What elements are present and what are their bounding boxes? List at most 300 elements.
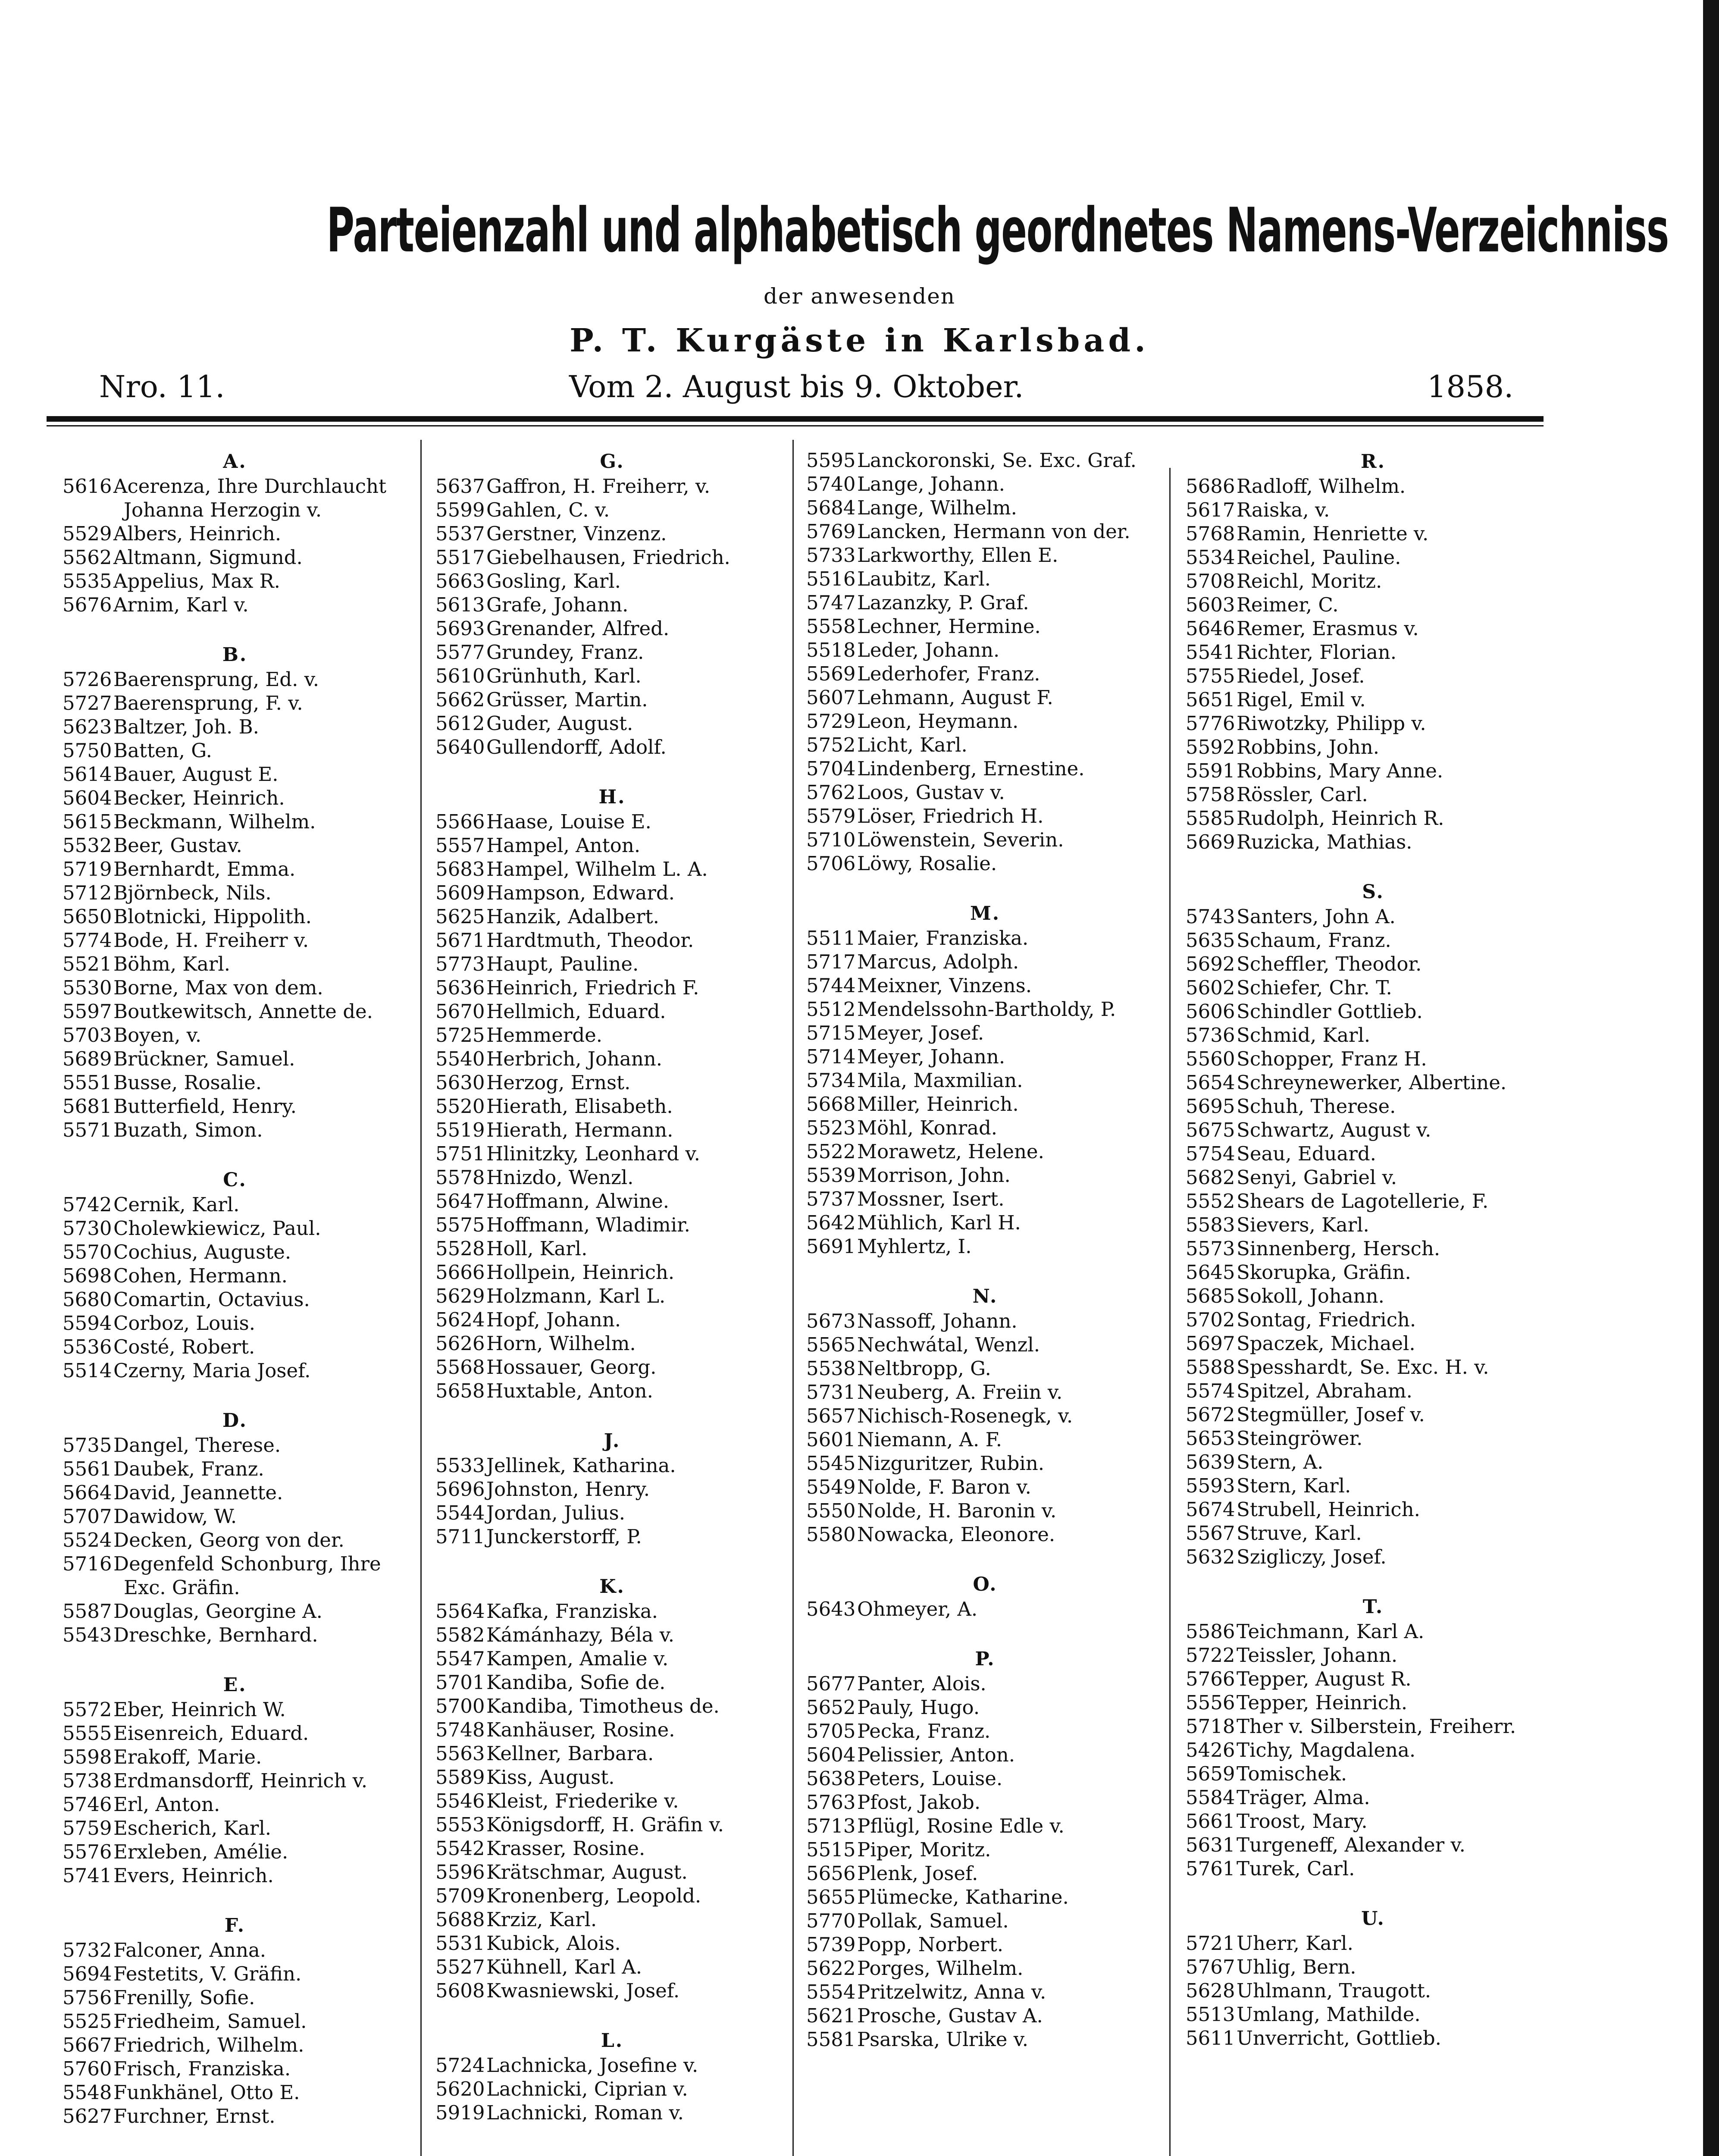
guest-entry [63,2081,407,2104]
party-number: 5743 [1186,905,1235,928]
guest-name: Hemmerde. [486,1024,603,1047]
party-number: 5712 [63,881,112,904]
party-number: 5675 [1186,1119,1235,1141]
guest-name: Lindenberg, Ernestine. [857,757,1085,780]
guest-name: Gaffron, H. Freiherr, v. [486,475,711,498]
party-number: 5631 [1186,1833,1235,1856]
guest-entry [63,1481,407,1504]
guest-name: Horn, Wilhelm. [486,1332,636,1355]
party-number: 5653 [1186,1427,1235,1450]
guest-name: Lachnicki, Roman v. [486,2101,684,2124]
guest-entry [435,1166,789,1189]
guest-entry [806,448,1164,472]
guest-entry [1186,640,1561,664]
guest-name: Schopper, Franz H. [1237,1047,1427,1070]
guest-entry [63,1240,407,1264]
guest-entry [1186,1498,1561,1521]
guest-entry [435,2101,789,2125]
party-number: 5530 [63,976,112,999]
party-number: 5546 [435,1789,485,1812]
guest-entry [806,1045,1164,1069]
guest-entry [435,1308,789,1332]
guest-entry [435,1908,789,1931]
letter-section [1186,448,1561,854]
party-number: 5639 [1186,1451,1235,1473]
guest-name: Pelissier, Anton. [857,1743,1015,1766]
guest-name: Evers, Heinrich. [113,1864,274,1887]
guest-name: Batten, G. [113,739,212,762]
guest-name: Lange, Wilhelm. [857,496,1017,519]
party-number: 5613 [435,593,485,616]
guest-entry [1186,976,1561,1000]
guest-name: Lechner, Hermine. [857,615,1041,638]
guest-entry [806,1790,1164,1814]
section-letter: T. [1362,1596,1384,1618]
guest-name: Pflügl, Rosine Edle v. [857,1814,1065,1837]
guest-entry [806,974,1164,997]
guest-name: Lachnicka, Josefine v. [486,2054,698,2077]
guest-entry [435,1955,789,1979]
guest-name: Arnim, Karl v. [113,593,249,616]
guest-entry [1186,1521,1561,1545]
party-number: 5680 [63,1288,112,1311]
letter-section [1186,879,1561,1569]
party-number: 5518 [806,639,856,661]
party-number: 5607 [806,686,856,709]
guest-entry [1186,1931,1561,1955]
guest-entry [435,928,789,952]
guest-name: Baerensprung, F. v. [113,692,303,714]
guest-entry [1186,1833,1561,1857]
guest-entry [63,1433,407,1457]
guest-entry [806,1163,1164,1187]
section-letter: U. [1361,1908,1385,1930]
header-rule-thick [47,416,1544,422]
guest-name: Eber, Heinrich W. [113,1698,286,1721]
guest-entry [435,1260,789,1284]
guest-name: Kühnell, Karl A. [486,1955,642,1978]
guest-entry [435,522,789,545]
party-number: 5543 [63,1623,112,1646]
guest-entry [1186,952,1561,976]
column-divider [792,440,794,2156]
guest-name: Acerenza, Ihre Durchlaucht [113,475,387,498]
guest-name: Robbins, Mary Anne. [1237,759,1443,782]
guest-entry [1186,1355,1561,1379]
guest-entry [63,1457,407,1481]
guest-entry [806,1333,1164,1357]
party-number: 5663 [435,570,485,592]
party-number: 5732 [63,1939,112,1962]
party-number: 5585 [1186,807,1235,830]
guest-name: Bode, H. Freiherr v. [113,929,309,952]
guest-entry [63,1623,407,1647]
party-number: 5596 [435,1861,485,1883]
party-number: 5754 [1186,1142,1235,1165]
guest-entry [435,688,789,711]
guest-entry [806,472,1164,496]
party-number: 5580 [806,1523,856,1546]
guest-entry [806,1767,1164,1790]
guest-entry [1186,569,1561,593]
section-letter: S. [1362,881,1384,903]
party-number: 5550 [806,1499,856,1522]
guest-entry [63,1599,407,1623]
guest-name: Szigliczy, Josef. [1237,1545,1387,1568]
party-number: 5760 [63,2057,112,2080]
party-number: 5617 [1186,498,1235,521]
guest-name: Gullendorff, Adolf. [486,736,667,758]
party-number: 5688 [435,1908,485,1931]
party-number: 5589 [435,1766,485,1789]
party-number: 5725 [435,1024,485,1047]
party-number: 5595 [806,449,856,472]
party-number: 5657 [806,1404,856,1427]
guest-name: Giebelhausen, Friedrich. [486,546,730,569]
guest-entry [435,1670,789,1694]
guest-name: Gahlen, C. v. [486,498,610,521]
party-number: 5528 [435,1237,485,1260]
guest-name: Haupt, Pauline. [486,953,639,975]
party-number: 5587 [63,1600,112,1623]
party-number: 5674 [1186,1498,1235,1521]
party-number: 5722 [1186,1644,1235,1667]
guest-name: Loos, Gustav v. [857,781,1005,804]
column-divider [420,440,422,2156]
party-number: 5741 [63,1864,112,1887]
guest-entry [63,2057,407,2081]
guest-entry [806,1069,1164,1092]
guest-name: Kleist, Friederike v. [486,1789,679,1812]
letter-section [806,1283,1164,1546]
guest-entry [63,810,407,834]
guest-entry [63,1023,407,1047]
party-number: 5577 [435,641,485,664]
guest-entry [63,762,407,786]
guest-entry [435,640,789,664]
party-number: 5734 [806,1069,856,1092]
party-number: 5756 [63,1986,112,2009]
party-number: 5551 [63,1071,112,1094]
party-number: 5524 [63,1529,112,1551]
guest-entry [1186,928,1561,952]
guest-name: Gerstner, Vinzenz. [486,522,667,545]
party-number: 5702 [1186,1308,1235,1331]
guest-entry [1186,783,1561,806]
guest-name: Hanzik, Adalbert. [486,905,659,928]
guest-name: Turek, Carl. [1237,1857,1355,1880]
guest-entry [63,1552,407,1576]
party-number: 5604 [806,1743,856,1766]
guest-name: Riwotzky, Philipp v. [1237,712,1426,735]
guest-name: Uhlmann, Traugott. [1237,1979,1431,2002]
party-number: 5729 [806,710,856,733]
subtitle-kurgaeste: P. T. Kurgäste in Karlsbad. [570,322,1149,359]
guest-entry [806,1235,1164,1258]
guest-entry [1186,1000,1561,1023]
guest-name: Mila, Maxmilian. [857,1069,1023,1092]
party-number: 5733 [806,544,856,567]
name-column-4 [1186,448,1561,2075]
guest-name: Löser, Friedrich H. [857,805,1044,827]
party-number: 5700 [435,1695,485,1717]
guest-entry [806,1885,1164,1909]
party-number: 5706 [806,852,856,875]
letter-section [63,1167,407,1382]
party-number: 5571 [63,1119,112,1141]
party-number: 5576 [63,1840,112,1863]
guest-entry [806,1672,1164,1695]
guest-entry [435,1931,789,1955]
letter-section [63,642,407,1142]
guest-entry [806,543,1164,567]
guest-name: Teissler, Johann. [1237,1644,1398,1667]
section-letter: M. [970,903,1001,924]
guest-entry [63,739,407,762]
guest-name: Tepper, August R. [1237,1667,1412,1690]
guest-entry [63,1962,407,1986]
guest-name: Uherr, Karl. [1237,1932,1353,1955]
guest-entry [806,591,1164,614]
guest-entry [1186,1738,1561,1762]
guest-name: Frenilly, Sofie. [113,1986,255,2009]
party-number: 5604 [63,787,112,809]
guest-name: Spaczek, Michael. [1237,1332,1415,1355]
guest-entry [1186,759,1561,783]
guest-name: Ther v. Silberstein, Freiherr. [1237,1715,1516,1738]
guest-entry [1186,474,1561,498]
party-number: 5776 [1186,712,1235,735]
party-number: 5716 [63,1552,112,1575]
guest-name: Laubitz, Karl. [857,567,991,590]
guest-entry [806,2028,1164,2051]
party-number: 5751 [435,1142,485,1165]
party-number: 5767 [1186,1955,1235,1978]
guest-name: Cohen, Hermann. [113,1264,288,1287]
guest-name: Festetits, V. Gräfin. [113,1962,302,1985]
party-number: 5736 [1186,1024,1235,1047]
guest-entry [806,828,1164,852]
party-number: 5519 [435,1119,485,1141]
letter-section [435,784,789,1403]
party-number: 5919 [435,2101,485,2124]
guest-entry [1186,1762,1561,1786]
guest-name: Kampen, Amalie v. [486,1647,669,1670]
guest-name: Sokoll, Johann. [1237,1285,1384,1307]
guest-name: Comartin, Octavius. [113,1288,310,1311]
guest-name-continuation: Johanna Herzogin v. [124,498,322,521]
party-number: 5750 [63,739,112,762]
guest-entry [1186,1809,1561,1833]
guest-entry [63,1986,407,2009]
guest-entry [806,1187,1164,1211]
guest-name: Larkworthy, Ellen E. [857,544,1058,567]
guest-name: Eisenreich, Eduard. [113,1722,309,1745]
party-number: 5684 [806,496,856,519]
guest-entry [806,1523,1164,1546]
guest-name: Hierath, Hermann. [486,1119,673,1141]
guest-name: Neltbropp, G. [857,1357,991,1380]
guest-entry [63,569,407,593]
guest-name: Unverricht, Gottlieb. [1237,2027,1441,2049]
guest-entry [435,1237,789,1260]
guest-entry [63,1359,407,1382]
guest-entry [435,976,789,1000]
guest-name: Mühlich, Karl H. [857,1211,1021,1234]
party-number: 5564 [435,1600,485,1623]
guest-name: Hampson, Edward. [486,881,675,904]
guest-entry [1186,1426,1561,1450]
letter-section [435,2028,789,2125]
letter-section [1186,1905,1561,2050]
party-number: 5620 [435,2078,485,2100]
party-number: 5774 [63,929,112,952]
guest-name: Buzath, Simon. [113,1119,263,1141]
guest-name: Remer, Erasmus v. [1237,617,1419,640]
party-number: 5647 [435,1190,485,1213]
guest-entry [1186,1308,1561,1332]
guest-entry [63,1816,407,1840]
guest-entry [63,2104,407,2128]
guest-name: Schwartz, August v. [1237,1119,1431,1141]
party-number: 5673 [806,1310,856,1332]
guest-entry [435,1118,789,1142]
guest-entry [806,1499,1164,1523]
guest-name: Umlang, Mathilde. [1237,2003,1421,2026]
column-divider [1169,468,1171,2156]
guest-entry [806,1719,1164,1743]
party-number: 5694 [63,1962,112,1985]
party-number: 5512 [806,998,856,1021]
party-number: 5602 [1186,976,1235,999]
guest-name: Seau, Eduard. [1237,1142,1376,1165]
party-number: 5709 [435,1884,485,1907]
party-number: 5554 [806,1981,856,2003]
guest-entry [63,1528,407,1552]
party-number: 5682 [1186,1166,1235,1189]
party-number: 5672 [1186,1403,1235,1426]
party-number: 5540 [435,1047,485,1070]
name-column-1 [63,448,407,2153]
guest-entry [806,2004,1164,2028]
party-number: 5719 [63,858,112,881]
guest-entry [806,520,1164,543]
party-number: 5628 [1186,1979,1235,2002]
guest-entry [1186,545,1561,569]
letter-section [1186,1594,1561,1880]
party-number: 5701 [435,1671,485,1694]
guest-name: Erxleben, Amélie. [113,1840,288,1863]
guest-name: Nassoff, Johann. [857,1310,1018,1332]
guest-entry [806,638,1164,662]
name-column-2 [435,448,789,2150]
guest-entry [806,1451,1164,1475]
guest-entry [435,569,789,593]
guest-entry [806,1909,1164,1933]
guest-entry [63,1840,407,1864]
guest-entry [435,1213,789,1237]
party-number: 5650 [63,905,112,928]
guest-entry [1186,498,1561,522]
guest-entry [63,1264,407,1288]
party-number: 5696 [435,1478,485,1501]
guest-entry [435,834,789,857]
party-number: 5759 [63,1817,112,1839]
guest-name: Kiss, August. [486,1766,615,1789]
guest-entry [435,1023,789,1047]
section-letter: B. [222,644,248,666]
guest-name: Escherich, Karl. [113,1817,272,1839]
party-number: 5627 [63,2105,112,2128]
guest-name: Grenander, Alfred. [486,617,670,640]
guest-entry [63,1047,407,1071]
letter-section [806,448,1164,875]
guest-entry [806,1380,1164,1404]
guest-entry [63,667,407,691]
guest-name: Krätschmar, August. [486,1861,688,1883]
party-number: 5642 [806,1211,856,1234]
guest-name: Stern, Karl. [1237,1474,1351,1497]
guest-entry [1186,2002,1561,2026]
party-number: 5646 [1186,617,1235,640]
party-number: 5715 [806,1022,856,1044]
party-number: 5636 [435,976,485,999]
guest-name: Junckerstorff, P. [486,1525,642,1548]
section-letter: D. [222,1410,247,1432]
guest-entry [435,1765,789,1789]
subtitle: der anwesenden [763,284,956,309]
party-number: 5752 [806,733,856,756]
party-number: 5535 [63,570,112,592]
guest-entry [1186,1691,1561,1714]
party-number: 5593 [1186,1474,1235,1497]
party-number: 5708 [1186,570,1235,592]
guest-name: Corboz, Louis. [113,1312,255,1335]
guest-name: Kanhäuser, Rosine. [486,1718,675,1741]
guest-entry [435,1142,789,1166]
party-number: 5630 [435,1071,485,1094]
party-number: 5689 [63,1047,112,1070]
guest-name: Leon, Heymann. [857,710,1019,733]
guest-entry [1186,1284,1561,1308]
party-number: 5643 [806,1598,856,1620]
guest-name: Marcus, Adolph. [857,950,1019,973]
party-number: 5655 [806,1886,856,1908]
guest-entry [435,1047,789,1071]
party-number: 5611 [1186,2027,1235,2049]
guest-entry [1186,522,1561,545]
party-number: 5534 [1186,546,1235,569]
letter-section [63,1912,407,2128]
guest-entry [435,1525,789,1548]
guest-name: Johnston, Henry. [486,1478,650,1501]
party-number: 5531 [435,1932,485,1955]
letter-section [806,1571,1164,1621]
guest-name: Meixner, Vinzens. [857,974,1032,997]
party-number: 5717 [806,950,856,973]
guest-name: Peters, Louise. [857,1767,1003,1790]
guest-name: Kámánhazy, Béla v. [486,1623,675,1646]
guest-entry [1186,1955,1561,1979]
guest-name: Pollak, Samuel. [857,1909,1009,1932]
guest-name: Lanckoronski, Se. Exc. Graf. [857,449,1137,472]
guest-name: Baltzer, Joh. B. [113,715,259,738]
issue-number: Nro. 11. [99,369,225,404]
guest-entry [435,2077,789,2101]
party-number: 5710 [806,828,856,851]
party-number: 5560 [1186,1047,1235,1070]
guest-entry [1186,1979,1561,2002]
